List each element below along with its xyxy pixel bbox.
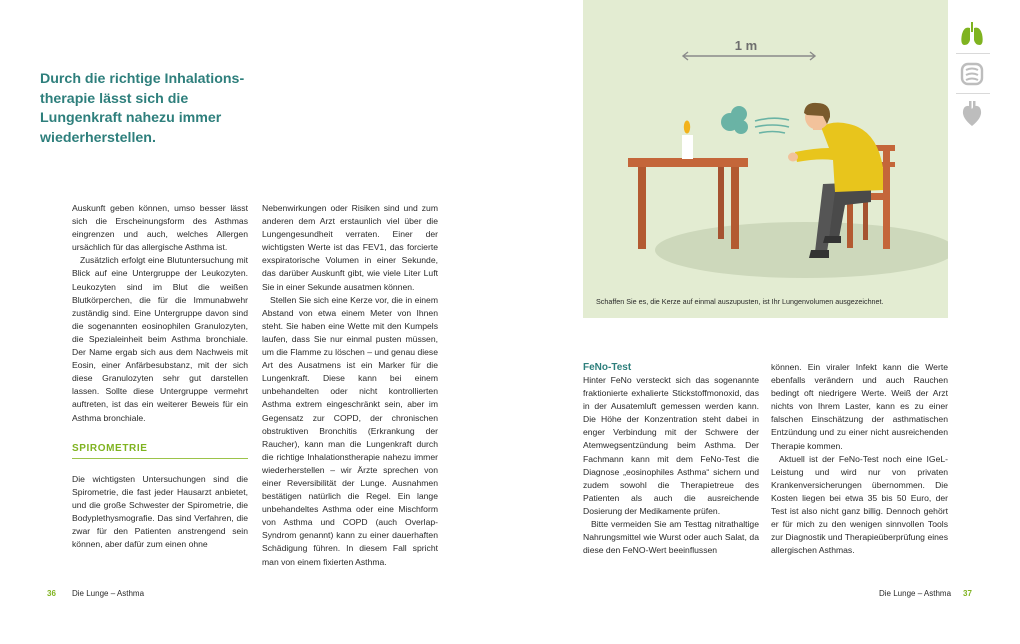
icon-divider: [956, 93, 990, 94]
icon-divider: [956, 53, 990, 54]
paragraph: Bitte vermeiden Sie am Testtag nitrathaltige Nahrungsmittel wie Wurst oder auch Salat, da diese den FeNO-Wert beeinflussen: [583, 519, 759, 556]
right-page-column-2: [771, 361, 948, 557]
candle-flame: [684, 121, 690, 134]
candle: [682, 135, 693, 159]
right-page-column-1: [583, 361, 759, 557]
illustration-svg: [583, 0, 948, 318]
paragraph: Nebenwirkungen oder Risiken sind und zum anderen dem Arzt erstaunlich viel über die Lungengesundheit verraten. Einer der wichtigsten Werte ist das FEV1, das forcierte exspiratorische Volumen in einer Sekunde, das darüber Auskunft gibt, wie viele Liter Luft Sie in einer Sekunde ausatmen können.: [262, 203, 438, 292]
paragraph: Aktuell ist der FeNo-Test noch eine IGeL-Leistung und wird nur von privaten Krankenversicherungen übernommen. Die Kosten liegen bei etwa 35 bis 50 Euro, der Test ist also nicht ganz billig. Dennoch gehört er für mich zu den wenigen sinnvollen Tools zur Diagnostik und Therapieüberprüfung eines allergischen Asthmas.: [771, 453, 948, 556]
pull-quote: Durch die richtige Inhalationstherapie lässt sich die Lungenkraft nahezu immer wiederherstellen.: [40, 71, 245, 146]
page-number-right: 37: [963, 589, 972, 598]
candle-illustration: [583, 0, 948, 318]
breath-line: [755, 125, 789, 127]
person-torso: [795, 123, 883, 192]
table-top: [628, 158, 748, 167]
paragraph: Zusätzlich erfolgt eine Blutuntersuchung mit Blick auf eine Untergruppe der Leukozyten. Leukozyten sind im Blut die weißen Blutkörperchen, die für die Immunabwehr zuständig sind. Eine Untergruppe davon sind die sogenannten eosinophilen Granulozyten, die Spezialeinheit beim Asthma bronchiale. Der Name ergab sich aus dem Nachweis mit Eosin, einer Anfärbesubstanz, mit der sich diese Granulozyten sehr gut darstellen lassen. Sollte diese Untergruppe vermehrt auftreten, ist das ein weiterer Beweis für ein Asthma bronchiale.: [72, 255, 248, 423]
running-footer-right: Die Lunge – Asthma: [879, 589, 952, 598]
illustration-caption: Schaffen Sie es, die Kerze auf einmal auszupusten, ist Ihr Lungenvolumen ausgezeichnet.: [596, 297, 884, 306]
smoke-puff: [731, 106, 747, 122]
table-leg: [638, 167, 646, 249]
breath-line: [755, 118, 789, 121]
chair-leg: [847, 200, 853, 248]
person-shoe: [809, 250, 829, 258]
distance-label: 1 m: [734, 38, 758, 53]
chair-leg-back: [863, 200, 868, 240]
left-page-column-2: [262, 202, 438, 569]
table-leg: [731, 167, 739, 249]
section-heading-spirometrie: SPIROMETRIE: [72, 442, 248, 459]
table-leg-back: [718, 167, 724, 239]
person-hand: [788, 153, 798, 162]
paragraph: können. Ein viraler Infekt kann die Werte ebenfalls verändern und auch Rauchen bedingt oft niedrigere Werte. Weiß der Arzt nichts von Ihrem Laster, kann es zu einer falschen Einschätzung der asthmatischen Entzündung und zu einer nicht ausreichenden Therapie kommen.: [771, 362, 948, 451]
breath-line: [759, 132, 785, 134]
heart-icon[interactable]: [956, 98, 988, 130]
left-page-column-1: [72, 202, 248, 551]
chapter-icon-rail: [956, 18, 992, 136]
smoke-puff: [734, 120, 748, 134]
paragraph: Stellen Sie sich eine Kerze vor, die in einem Abstand von etwa einem Meter von Ihnen steht. Sie haben eine Wette mit den Kumpels laufen, dass Sie nur einmal pusten müssen, um die Flamme zu löschen – und genau diese Art des Ausatmens ist ein Marker für die Lungenkraft. Diese kann bei einem unbehandelten oder nicht kontrollierten Asthma extrem eingeschränkt sein, aber im Gegensatz zur COPD, der chronischen obstruktiven Bronchitis (Erkrankung der Raucher), kann man die Lungenkraft durch die richtige Inhalationstherapie nahezu immer wiederherstellen – wir Ärzte sprechen von einer Reversibilität der Lunge. Ausnahmen bestätigen natürlich die Regel. Ein lange unbehandeltes Asthma oder eine Mischform von Asthma und COPD (auch Overlap-Syndrom genannt) kann zu einer dauerhaften Schädigung führen. In diesem Fall spricht man von einem fixierten Asthma.: [262, 294, 438, 567]
intestine-icon[interactable]: [956, 58, 988, 90]
page-number-left: 36: [47, 589, 56, 598]
section-heading-feno-test: FeNo-Test: [583, 362, 632, 373]
paragraph: Auskunft geben können, umso besser lässt sich die Erscheinungsform des Asthmas eingrenzen und auch, welches Allergen ursächlich für das allergische Asthma ist.: [72, 203, 248, 253]
paragraph: Hinter FeNo versteckt sich das sogenannte fraktionierte exhalierte Stickstoffmonoxid, das in der Ausatemluft gemessen werden kann. Die Höhe der Konzentration steht dabei in enger Verbindung mit der Schwere der Atemwegsentzündung beim Asthma. Der Fachmann kann mit dem FeNo-Test die Diagnose „eosinophiles Asthma“ sichern und zudem sowohl die Therapietreue des Patienten als auch die ausreichende Dosierung der Medikamente prüfen.: [583, 375, 759, 516]
floor-shadow: [655, 222, 948, 278]
paragraph: Die wichtigsten Untersuchungen sind die Spirometrie, die fast jeder Hausarzt anbietet, und die große Schwester der Spirometrie, die Bodyplethysmografie. Das sind Verfahren, die zwar für den Patienten anstrengend sein können, aber dafür zum einen ohne: [72, 473, 248, 550]
running-footer-left: Die Lunge – Asthma: [72, 589, 145, 598]
person-shoe: [823, 236, 841, 243]
lungs-icon[interactable]: [956, 18, 988, 50]
